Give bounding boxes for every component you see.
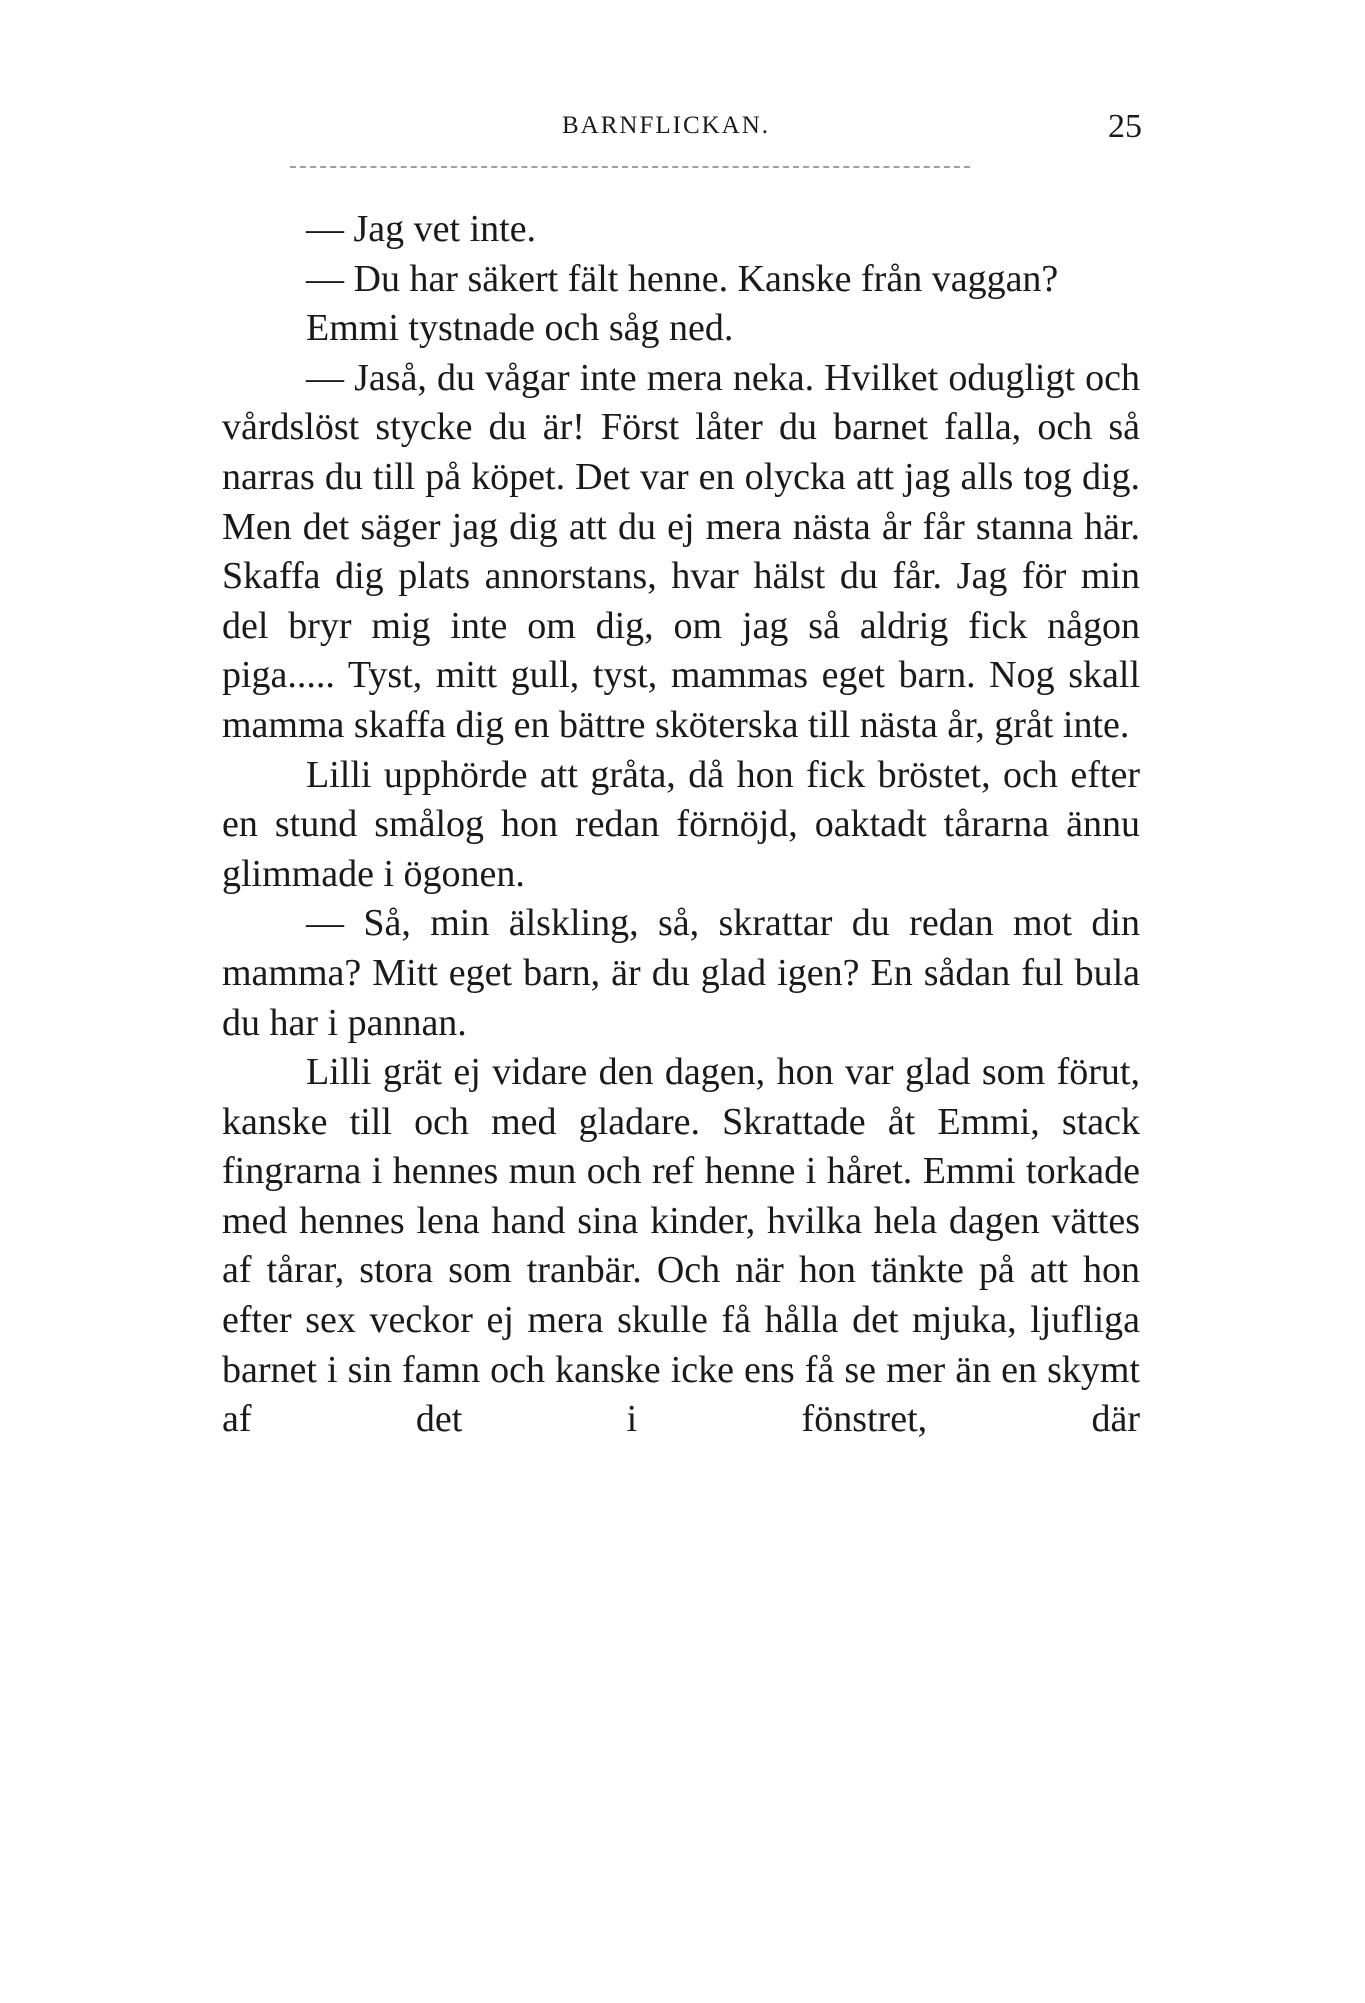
body-text — [222, 205, 1140, 1445]
paragraph: — Jaså, du vågar inte mera neka. Hvilket odugligt och vårdslöst stycke du är! Först låter du barnet falla, och så narras du till på köpet. Det var en olycka att jag alls tog dig. Men det säger jag dig att du ej mera nästa år får stanna här. Skaffa dig plats annorstans, hvar hälst du får. Jag för min del bryr mig inte om dig, om jag så aldrig fick någon piga..... Tyst, mitt gull, tyst, mammas eget barn. Nog skall mamma skaffa dig en bättre sköterska till nästa år, gråt inte. — [222, 356, 1140, 746]
page-number: 25 — [1108, 108, 1142, 145]
running-head — [222, 108, 1142, 152]
paragraph: Lilli grät ej vidare den dagen, hon var glad som förut, kanske till och med gladare. Skrattade åt Emmi, stack fingrarna i hennes mun och ref henne i håret. Emmi torkade med hennes lena hand sina kinder, hvilka hela dagen vättes af tårar, stora som tranbär. Och när hon tänkte på att hon efter sex veckor ej mera skulle få hålla det mjuka, ljufliga barnet i sin famn och kanske icke ens få se mer än en skymt af det i fönstret, där — [222, 1051, 1140, 1441]
paragraph: — Så, min älskling, så, skrattar du redan mot din mamma? Mitt eget barn, är du glad igen? En sådan ful bula du har i pannan. — [222, 902, 1140, 1044]
running-title: BARNFLICKAN. — [562, 112, 771, 139]
paragraph: Emmi tystnade och såg ned. — [306, 307, 734, 350]
paragraph: Lilli upphörde att gråta, då hon fick bröstet, och efter en stund smålog hon redan förnöjd, oaktadt tårarna ännu glimmade i ögonen. — [222, 753, 1140, 895]
paragraph: — Jag vet inte. — [306, 208, 537, 250]
paragraph: — Du har säkert fält henne. Kanske från vaggan? — [306, 257, 1059, 300]
header-rule — [290, 166, 970, 168]
